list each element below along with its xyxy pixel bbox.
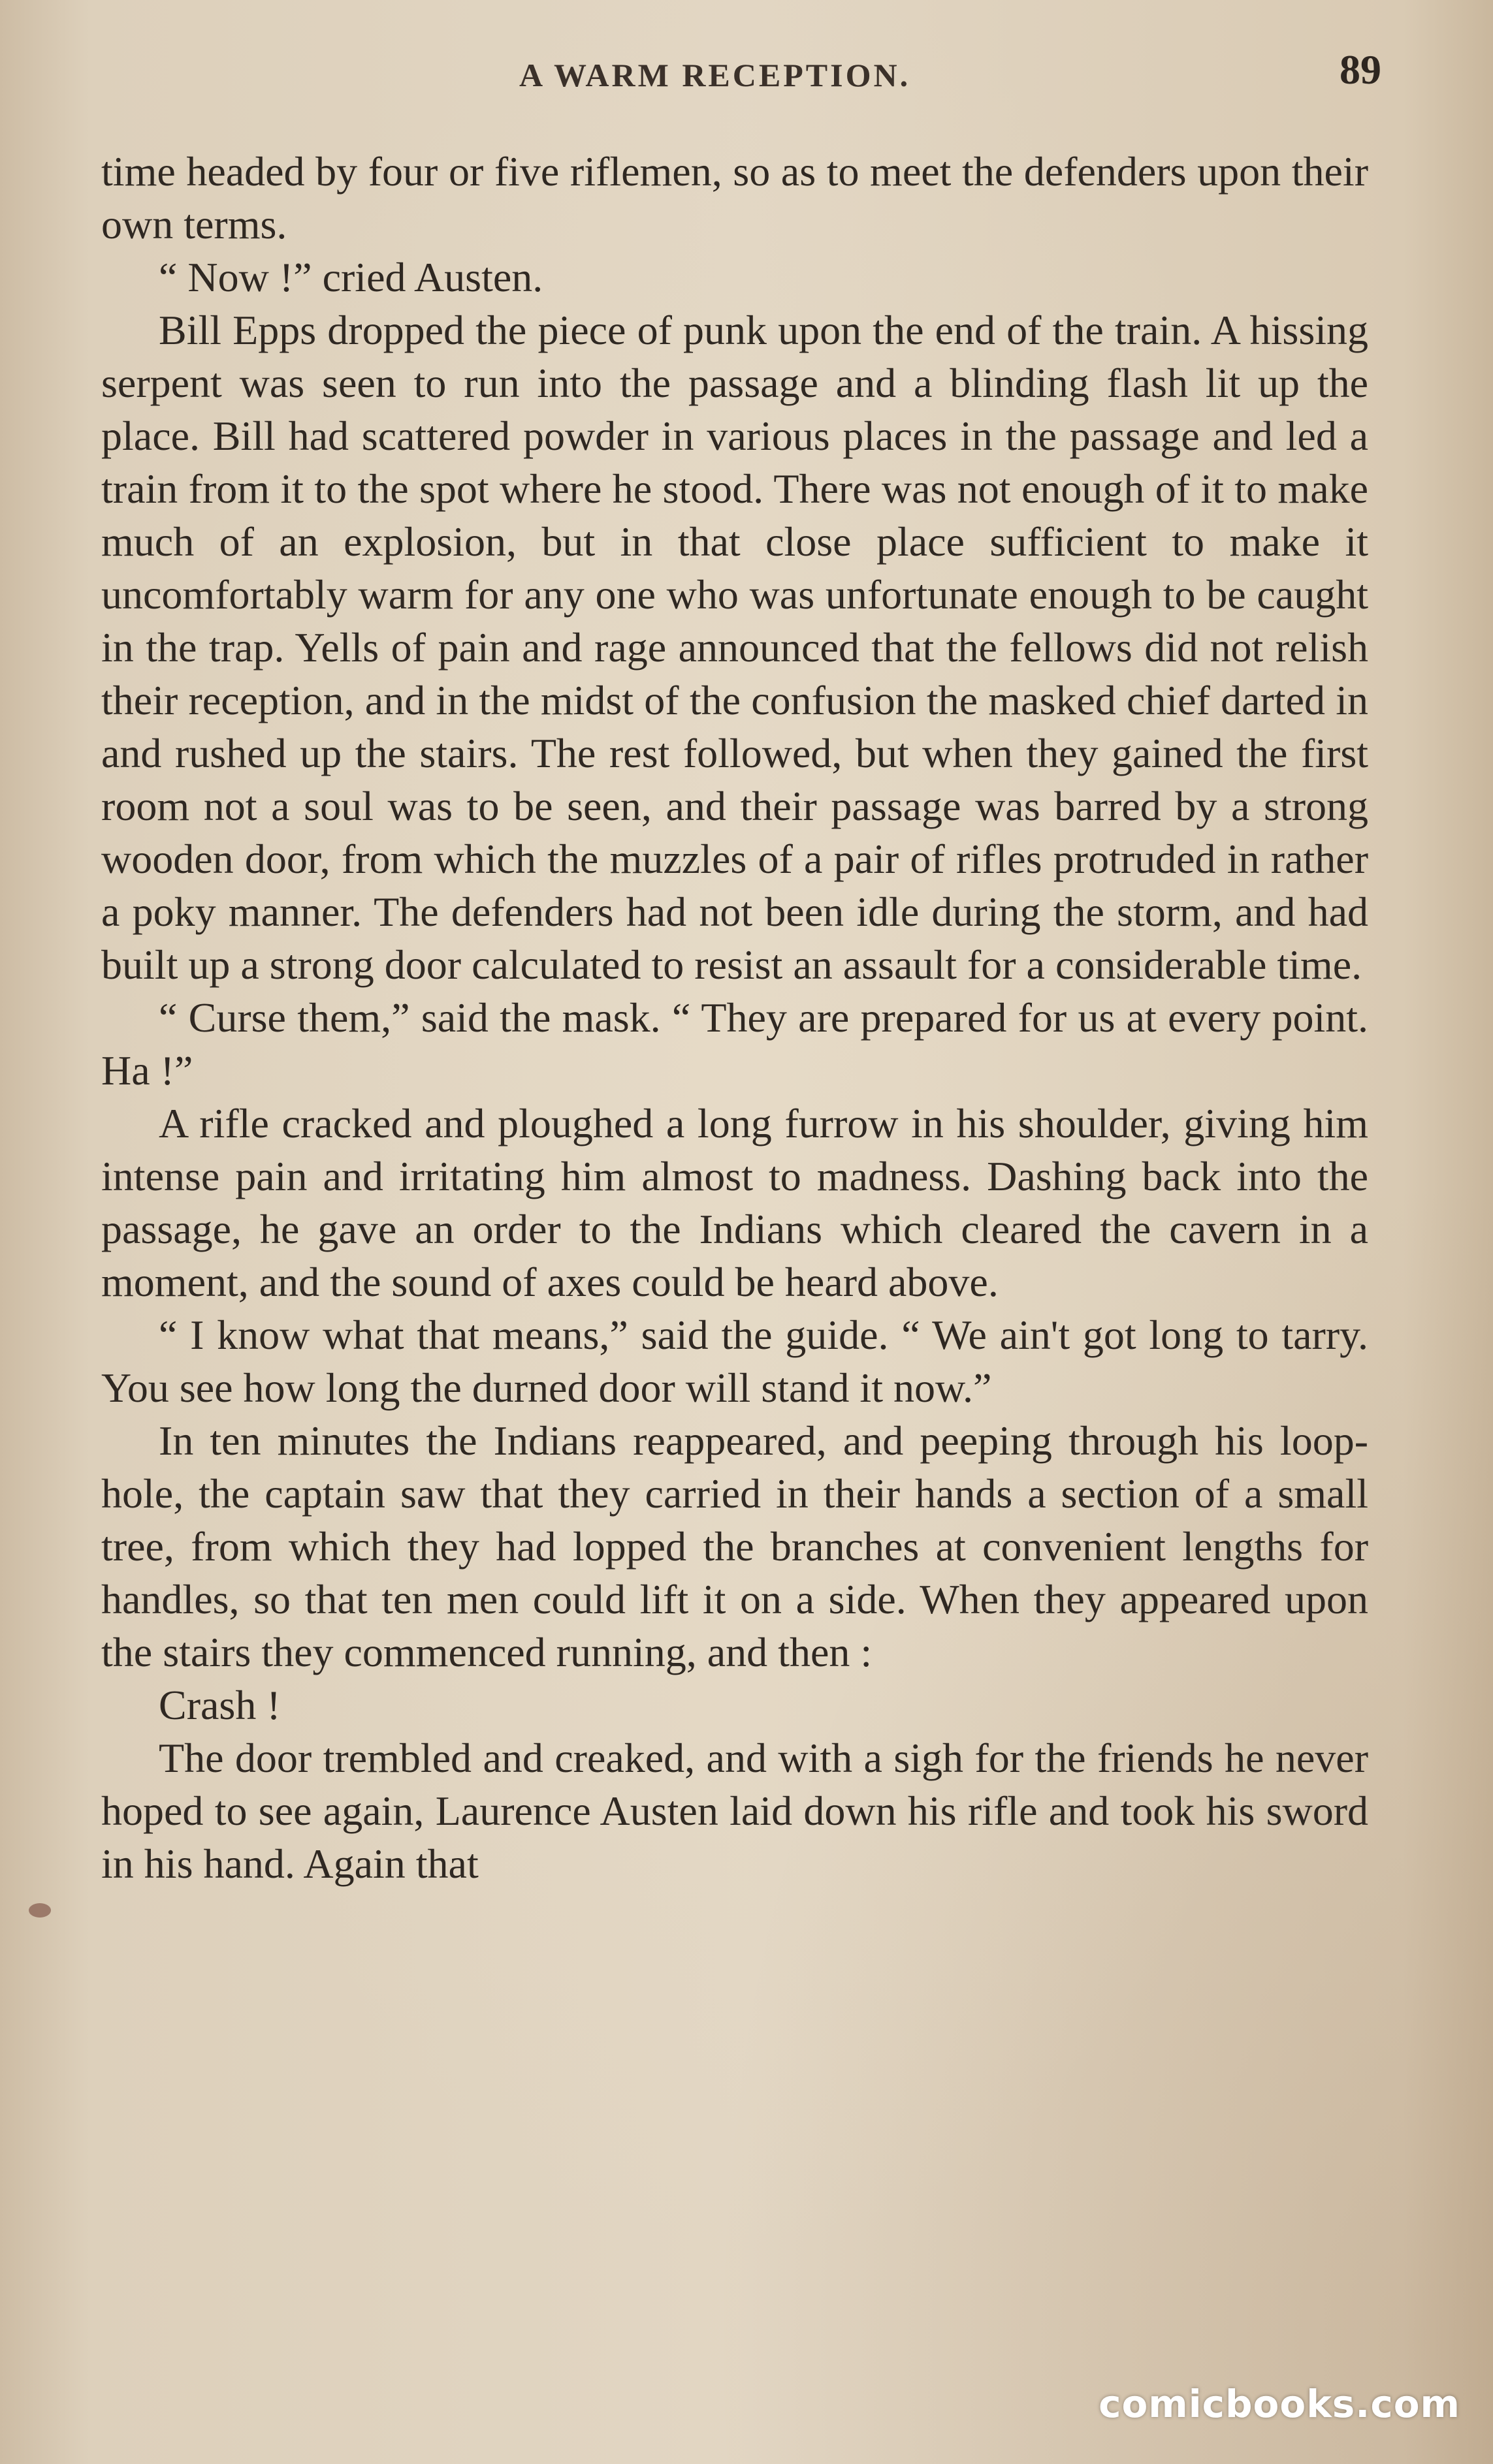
paragraph: Crash ! (159, 1682, 281, 1728)
paragraph: “ I know what that means,” said the guide. “ We ain't got long to tarry. You see how long the durned door will stand it now.” (101, 1312, 1368, 1411)
paragraph: “ Curse them,” said the mask. “ They are prepared for us at every point. Ha !” (101, 994, 1368, 1094)
watermark: comicbooks.com (1099, 2382, 1460, 2426)
running-head: A WARM RECEPTION. (519, 57, 911, 93)
paragraph: In ten minutes the Indians reappeared, and peeping through his loop-hole, the captain saw that they carried in their hands a section of a small tree, from which they had lopped the branches at convenient lengths for handles, so that ten men could lift it on a side. When they appeared upon the stairs they commenced running, and then : (101, 1417, 1368, 1675)
paragraph: Bill Epps dropped the piece of punk upon the end of the train. A hissing serpent was seen to run into the passage and a blinding flash lit up the place. Bill had scattered powder in various places in the passage and led a train from it to the spot where he stood. There was not enough of it to make much of an explosion, but in that close place sufficient to make it uncomfortably warm for any one who was unfortunate enough to be caught in the trap. Yells of pain and rage announced that the fellows did not relish their reception, and in the midst of the confusion the masked chief darted in and rushed up the stairs. The rest followed, but when they gained the first room not a soul was to be seen, and their passage was barred by a strong wooden door, from which the muzzles of a pair of rifles protruded in rather a poky manner. The defenders had not been idle during the storm, and had built up a strong door calculated to resist an assault for a considerable time. (101, 307, 1368, 988)
paragraph: time headed by four or five riflemen, so as to meet the defenders upon their own terms. (101, 148, 1368, 247)
body-text (101, 145, 1368, 1890)
paragraph: “ Now !” cried Austen. (159, 254, 543, 300)
page-header (101, 46, 1381, 111)
paragraph: The door trembled and creaked, and with a sigh for the friends he never hoped to see again, Laurence Austen laid down his rifle and took his sword in his hand. Again that (101, 1735, 1368, 1887)
page-number: 89 (1340, 46, 1381, 93)
paragraph: A rifle cracked and ploughed a long furrow in his shoulder, giving him intense pain and irritating him almost to madness. Dashing back into the passage, he gave an order to the Indians which cleared the cavern in a moment, and the sound of axes could be heard above. (101, 1100, 1368, 1305)
ink-spot (29, 1903, 51, 1918)
